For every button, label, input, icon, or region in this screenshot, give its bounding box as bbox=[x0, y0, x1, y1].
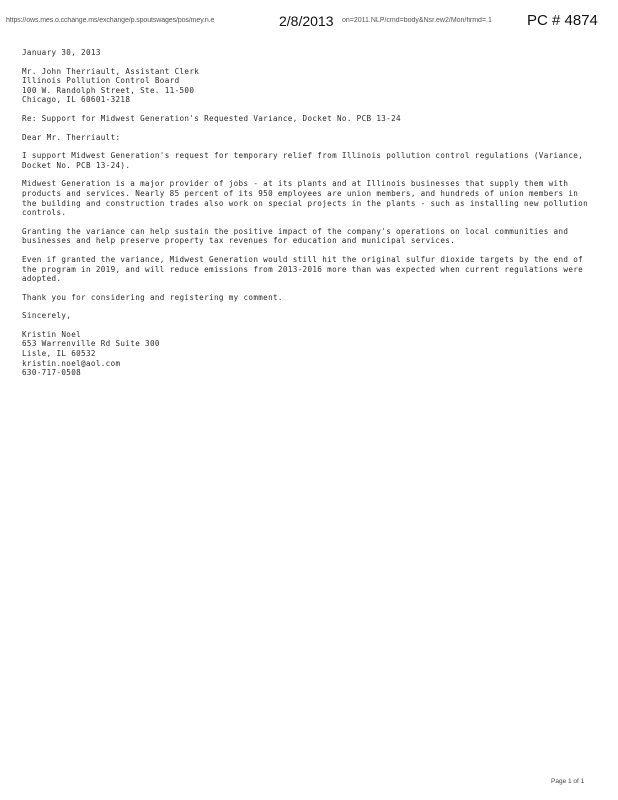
fax-header-date: 2/8/2013 bbox=[279, 13, 334, 29]
subject-block bbox=[22, 114, 592, 124]
letter-closing: Sincerely, bbox=[22, 311, 72, 321]
recipient-address bbox=[22, 67, 592, 105]
fax-header-url: https://ows.mes.o.cchange.ms/exchange/p.spoutswages/pos/mey.n.e bbox=[6, 17, 215, 24]
recipient-line: 100 W. Randolph Street, Ste. 11-500 bbox=[22, 85, 195, 95]
recipient-line: Chicago, IL 60601-3218 bbox=[22, 95, 131, 105]
page-number: Page 1 of 1 bbox=[551, 778, 585, 785]
body-paragraph: Midwest Generation is a major provider of jobs - at its plants and at Illinois businesses that supply them with products and services. Nearly 85 percent of its 950 employees are union members, and hundreds of union members in the building and construction trades also work on special projects in the plants - such as installing new pollution controls. bbox=[22, 179, 589, 218]
salutation-block bbox=[22, 133, 592, 143]
signer-address: 653 Warrenville Rd Suite 300 bbox=[22, 339, 160, 349]
letter-salutation: Dear Mr. Therriault: bbox=[22, 132, 121, 142]
letter-date-block bbox=[22, 48, 592, 58]
recipient-line: Mr. John Therriault, Assistant Clerk bbox=[22, 66, 200, 76]
signer-address: Lisle, IL 60532 bbox=[22, 349, 96, 359]
letter-subject: Re: Support for Midwest Generation's Requested Variance, Docket No. PCB 13-24 bbox=[22, 113, 401, 123]
closing-block bbox=[22, 311, 592, 321]
letter-body bbox=[22, 48, 592, 387]
signer-name: Kristin Noel bbox=[22, 329, 82, 339]
recipient-line: Illinois Pollution Control Board bbox=[22, 76, 180, 86]
letter-date: January 30, 2013 bbox=[22, 48, 101, 57]
fax-header-url-tail: on=2011.NLP/cmd=body&Nsr.ew2/Mon/firmd=.1 bbox=[342, 17, 492, 24]
body-paragraph: Thank you for considering and registering my comment. bbox=[22, 292, 283, 302]
public-comment-number: PC # 4874 bbox=[527, 12, 598, 29]
body-paragraph: Even if granted the variance, Midwest Generation would still hit the original sulfur dioxide targets by the end of the program in 2019, and will reduce emissions from 2013-2016 more than was expected when current regulations were adopted. bbox=[22, 254, 584, 284]
signature-block bbox=[22, 330, 592, 378]
body-paragraph: Granting the variance can help sustain the positive impact of the company's operations on local communities and businesses and help preserve property tax revenues for education and municipal services. bbox=[22, 226, 569, 246]
signer-phone: 630-717-0508 bbox=[22, 368, 82, 378]
signer-email: kristin.noel@aol.com bbox=[22, 358, 121, 368]
body-paragraph: I support Midwest Generation's request for temporary relief from Illinois pollution control regulations (Variance, Docket No. PCB 13-24). bbox=[22, 151, 584, 170]
